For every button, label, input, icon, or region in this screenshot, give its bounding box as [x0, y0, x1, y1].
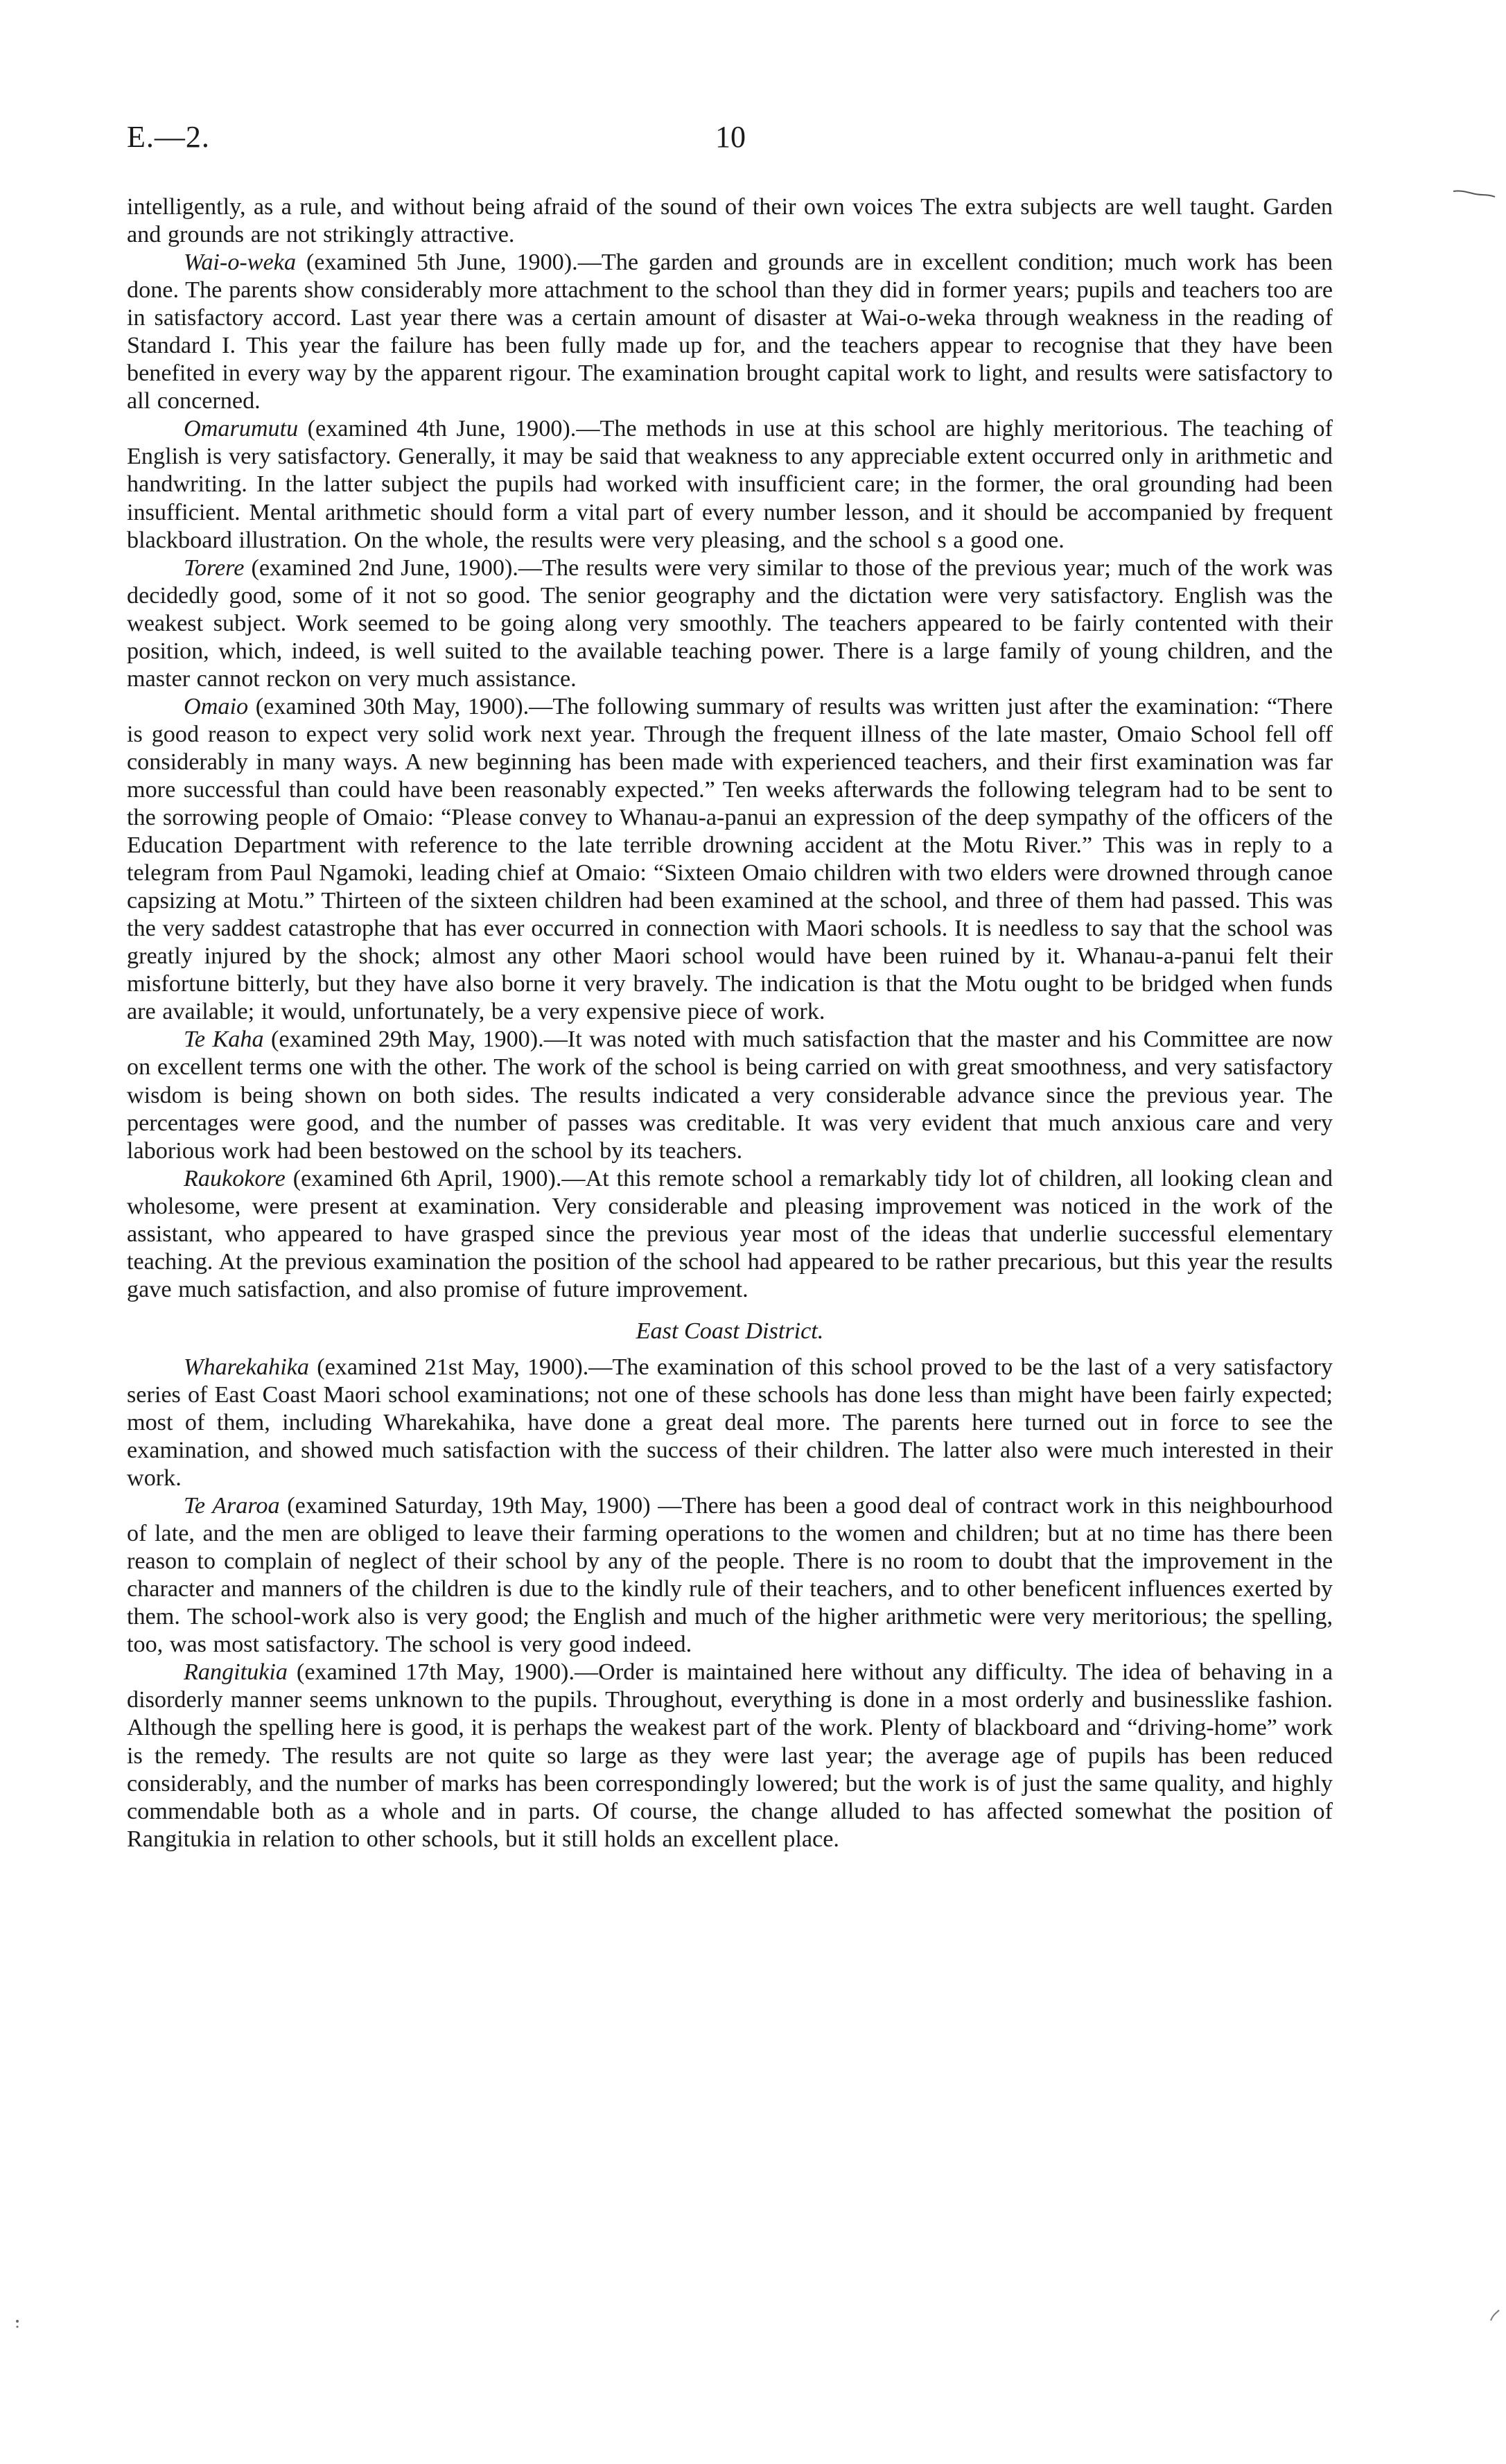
page-number: 10 — [715, 120, 746, 154]
margin-mark — [1452, 186, 1496, 202]
school-name: Te Kaha — [184, 1026, 264, 1053]
margin-mark-lower — [1489, 2308, 1501, 2323]
school-name: Rangitukia — [184, 1659, 288, 1686]
school-report-paragraph: Te Kaha (examined 29th May, 1900).—It was noted with much satisfaction that the master and his Committee are now on excellent terms one with the other. The work of the school is being carried on with great smoothness, and very satisfactory wisdom is being shown on both sides. The results indicated a very considerable advance since the previous year. The percentages were good, and the number of passes was creditable. It was very evident that much anxious care and very laborious work had been bestowed on the school by its teachers. — [127, 1026, 1333, 1164]
school-report-paragraph: Omarumutu (examined 4th June, 1900).—The methods in use at this school are highly meritorious. The teaching of English is very satisfactory. Generally, it may be said that weakness to any appreciable extent occurred only in arithmetic and handwriting. In the latter subject the pupils had worked with insufficient care; in the former, the oral grounding had been insufficient. Mental arithmetic should form a vital part of every number lesson, and it should be accompanied by frequent blackboard illustration. On the whole, the results were very pleasing, and the school s a good one. — [127, 416, 1333, 553]
school-report-paragraph: Rangitukia (examined 17th May, 1900).—Order is maintained here without any difficulty. The idea of behaving in a disorderly manner seems unknown to the pupils. Throughout, everything is done in a most orderly and businesslike fashion. Although the spelling here is good, it is perhaps the weakest part of the work. Plenty of blackboard and “driving-home” work is the remedy. The results are not quite so large as they were last year; the average age of pupils has been reduced considerably, and the number of marks has been correspondingly lowered; but the work is of just the same quality, and highly commendable both as a whole and in parts. Of course, the change alluded to has affected somewhat the position of Rangitukia in relation to other schools, but it still holds an excellent place. — [127, 1659, 1333, 1852]
section-heading: East Coast District. — [636, 1318, 824, 1344]
paragraph: intelligently, as a rule, and without being afraid of the sound of their own voices The extra subjects are well taught. Garden and grounds are not strikingly attractive. — [127, 194, 1333, 248]
school-report-paragraph: Wharekahika (examined 21st May, 1900).—The examination of this school proved to be the last of a very satisfactory series of East Coast Maori school examinations; not one of these schools has done less than might have been fairly expected; most of them, including Wharekahika, have done a great deal more. The parents here turned out in force to see the examination, and showed much satisfaction with the success of their children. The latter also were much interested in their work. — [127, 1354, 1333, 1492]
school-name: Raukokore — [184, 1165, 286, 1191]
school-report-paragraph: Omaio (examined 30th May, 1900).—The following summary of results was written just after the examination: “There is good reason to expect very solid work next year. Through the frequent illness of the late master, Omaio School fell off considerably in many ways. A new beginning has been made with experienced teachers, and their first examination was far more successful than could have been reasonably expected.” Ten weeks afterwards the following telegram had to be sent to the sorrowing people of Omaio: “Please convey to Whanau-a-panui an expression of the deep sympathy of the officers of the Education Department with reference to the late terrible drowning accident at the Motu River.” This was in reply to a telegram from Paul Ngamoki, leading chief at Omaio: “Sixteen Omaio children with two elders were drowned through canoe capsizing at Motu.” Thirteen of the sixteen children had been examined at the school, and three of them had passed. This was the very saddest catastrophe that has ever occurred in connection with Maori schools. It is needless to say that the school was greatly injured by the shock; almost any other Maori school would have been ruined by it. Whanau-a-panui felt their misfortune bitterly, but they have also borne it very bravely. The indication is that the Motu ought to be bridged when funds are available; it would, unfortunately, be a very expensive piece of work. — [127, 693, 1333, 1025]
school-report-paragraph: Te Araroa (examined Saturday, 19th May, 1900) —There has been a good deal of contract work in this neighbourhood of late, and the men are obliged to leave their farming operations to the women and children; but at no time has there been reason to complain of neglect of their school by any of the people. There is no room to doubt that the improvement in the character and manners of the children is due to the kindly rule of their teachers, and to other beneficent influences exerted by them. The school-work also is very good; the English and much of the higher arithmetic were very meritorious; the spelling, too, was most satisfactory. The school is very good indeed. — [127, 1493, 1333, 1658]
margin-dot — [14, 2318, 21, 2330]
school-report-paragraph: Wai-o-weka (examined 5th June, 1900).—The garden and grounds are in excellent condition; much work has been done. The parents show considerably more attachment to the school than they did in former years; pupils and teachers too are in satisfactory accord. Last year there was a certain amount of disaster at Wai-o-weka through weakness in the reading of Standard I. This year the failure has been fully made up for, and the teachers appear to recognise that they have been benefited in every way by the apparent rigour. The examination brought capital work to light, and results were satisfactory to all concerned. — [127, 250, 1333, 414]
page-body — [127, 193, 1333, 1853]
school-name: Omarumutu — [184, 416, 299, 442]
school-report-paragraph: Raukokore (examined 6th April, 1900).—At this remote school a remarkably tidy lot of children, all looking clean and wholesome, were present at examination. Very considerable and pleasing improvement was noticed in the work of the assistant, who appeared to have grasped since the previous year most of the ideas that underlie successful elementary teaching. At the previous examination the position of the school had appeared to be rather precarious, but this year the results gave much satisfaction, and also promise of future improvement. — [127, 1165, 1333, 1302]
school-name: Te Araroa — [184, 1493, 280, 1519]
series-code: E.—2. — [127, 120, 210, 154]
school-name: Wharekahika — [184, 1354, 310, 1380]
school-report-paragraph: Torere (examined 2nd June, 1900).—The results were very similar to those of the previous year; much of the work was decidedly good, some of it not so good. The senior geography and the dictation were very satisfactory. English was the weakest subject. Work seemed to be going along very smoothly. The teachers appeared to be fairly contented with their position, which, indeed, is well suited to the available teaching power. There is a large family of young children, and the master cannot reckon on very much assistance. — [127, 554, 1333, 692]
school-name: Wai-o-weka — [184, 250, 297, 276]
school-name: Omaio — [184, 693, 249, 719]
school-name: Torere — [184, 554, 245, 581]
